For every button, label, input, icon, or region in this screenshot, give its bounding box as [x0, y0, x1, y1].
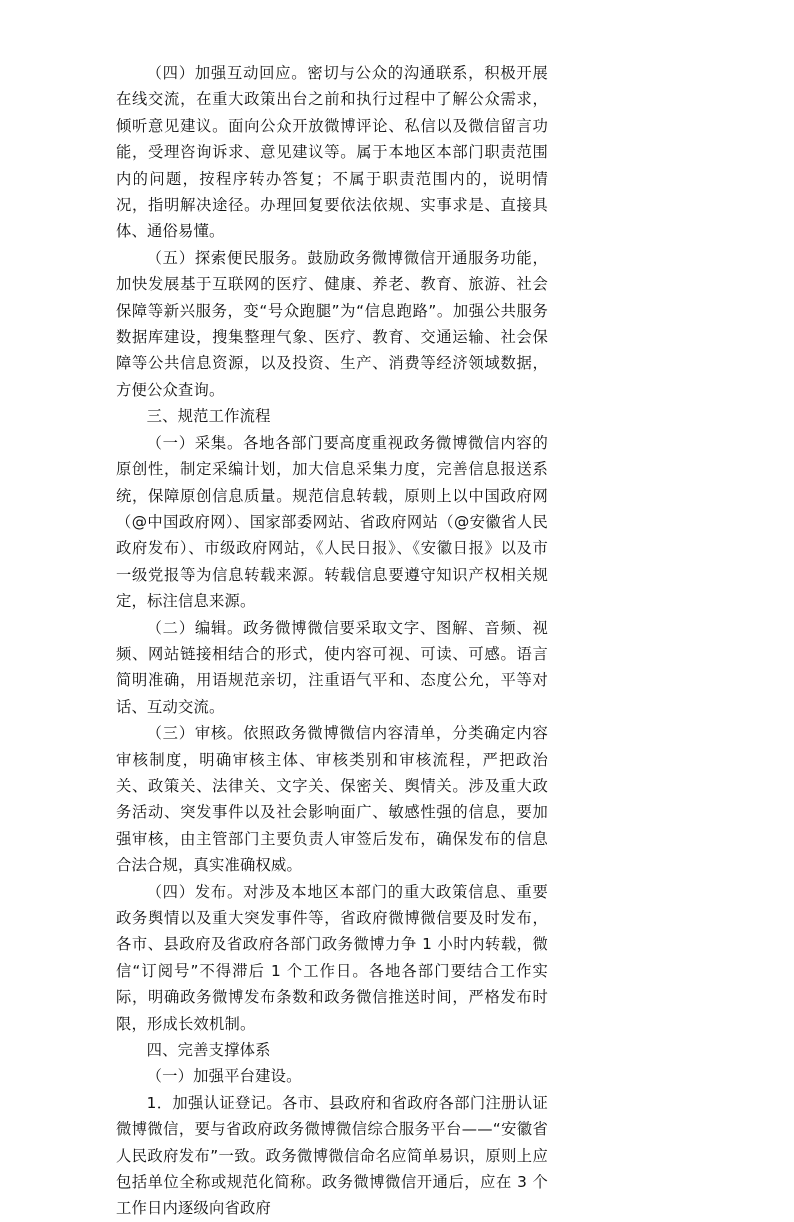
- subheading-platform: （一）加强平台建设。: [146, 1067, 302, 1086]
- paragraph-review: （三）审核。依照政务微博微信内容清单，分类确定内容审核制度，明确审核主体、审核类别和审核流程，严把政治关、政策关、法律关、文字关、保密关、舆情关。涉及重大政务活动、突发事件以及社会影响面广、敏感性强的信息，要加强审核，由主管部门主要负责人审签后发布，确保发布的信息合法合规，真实准确权威。: [116, 724, 548, 875]
- paragraph-convenience-services: （五）探索便民服务。鼓励政务微博微信开通服务功能，加快发展基于互联网的医疗、健康、养老、教育、旅游、社会保障等新兴服务，变“号众跑腿”为“信息跑路”。加强公共服务数据库建设，搜集整理气象、医疗、教育、交通运输、社会保障等公共信息资源，以及投资、生产、消费等经济领域数据，方便公众查询。: [116, 248, 548, 399]
- document-page: [116, 60, 548, 1222]
- paragraph-collection: （一）采集。各地各部门要高度重视政务微博微信内容的原创性，制定采编计划，加大信息采集力度，完善信息报送系统，保障原创信息质量。规范信息转载，原则上以中国政府网（@中国政府网）、国家部委网站、省政府网站（@安徽省人民政府发布）、市级政府网站，《人民日报》、《安徽日报》以及市一级党报等为信息转载来源。转载信息要遵守知识产权相关规定，标注信息来源。: [116, 433, 548, 611]
- paragraph-registration: 1．加强认证登记。各市、县政府和省政府各部门注册认证微博微信，要与省政府政务微博微信综合服务平台——“安徽省人民政府发布”一致。政务微博微信命名应简单易识，原则上应包括单位全称或规范化简称。政务微博微信开通后，应在 3 个工作日内逐级向省政府: [116, 1093, 548, 1218]
- paragraph-editing: （二）编辑。政务微博微信要采取文字、图解、音频、视频、网站链接相结合的形式，使内容可视、可读、可感。语言简明准确，用语规范亲切，注重语气平和、态度公允，平等对话、互动交流。: [116, 618, 548, 716]
- paragraph-interaction-response: （四）加强互动回应。密切与公众的沟通联系，积极开展在线交流，在重大政策出台之前和执行过程中了解公众需求，倾听意见建议。面向公众开放微博评论、私信以及微信留言功能，受理咨询诉求、意见建议等。属于本地区本部门职责范围内的问题，按程序转办答复；不属于职责范围内的，说明情况，指明解决途径。办理回复要依法依规、实事求是、直接具体、通俗易懂。: [116, 64, 548, 241]
- heading-support-system: 四、完善支撑体系: [146, 1041, 271, 1060]
- paragraph-publishing: （四）发布。对涉及本地区本部门的重大政策信息、重要政务舆情以及重大突发事件等，省政府微博微信要及时发布，各市、县政府及省政府各部门政务微博力争 1 小时内转载，微信“订阅号”不得滞后 1 个工作日。各地各部门要结合工作实际，明确政务微博发布条数和政务微信推送时间，严格发布时限，形成长效机制。: [116, 882, 548, 1033]
- heading-workflow: 三、规范工作流程: [146, 407, 271, 426]
